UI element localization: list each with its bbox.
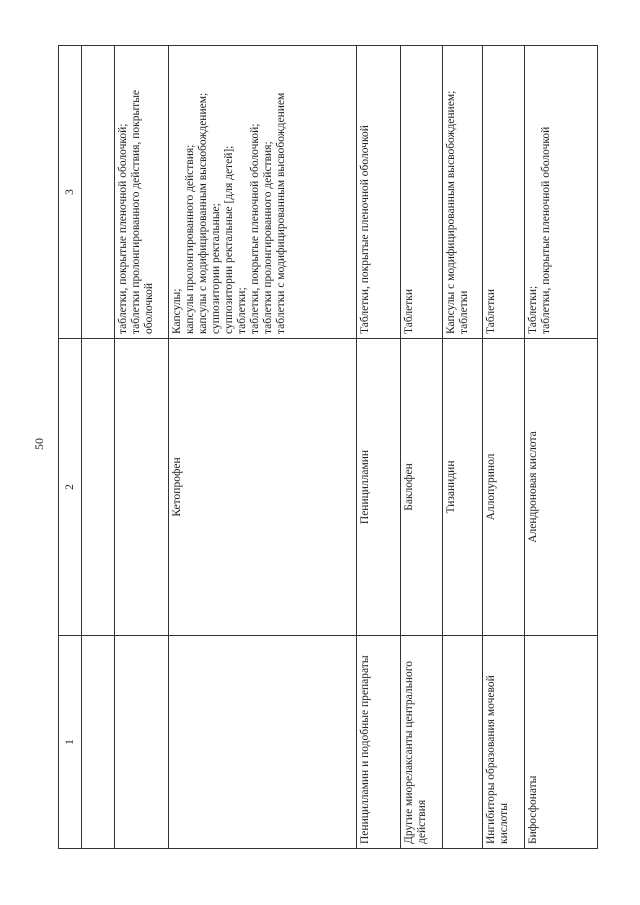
atc-group-cell bbox=[169, 636, 357, 849]
header-col-3: 3 bbox=[59, 46, 82, 339]
rotated-table-wrapper bbox=[58, 49, 598, 849]
table-row bbox=[443, 46, 483, 849]
atc-group-cell: Бифосфонаты bbox=[525, 636, 598, 849]
substance-cell: Пеницилламин bbox=[357, 339, 401, 636]
forms-cell: Таблетки; таблетки, покрытые пленочной оболочкой bbox=[525, 46, 598, 339]
table-row bbox=[483, 46, 525, 849]
forms-cell: Таблетки, покрытые пленочной оболочкой bbox=[357, 46, 401, 339]
atc-group-cell: Другие миорелаксанты центрального действия bbox=[401, 636, 443, 849]
substance-cell: Кетопрофен bbox=[169, 339, 357, 636]
atc-group-cell bbox=[115, 636, 169, 849]
forms-cell: таблетки, покрытые пленочной оболочкой; таблетки пролонгированного действия, покрытые оболочкой bbox=[115, 46, 169, 339]
forms-cell: Капсулы с модифицированным высвобождением; таблетки bbox=[443, 46, 483, 339]
header-col-2: 2 bbox=[59, 339, 82, 636]
page-number: 50 bbox=[32, 438, 46, 450]
table-row bbox=[357, 46, 401, 849]
forms-cell: Капсулы; капсулы пролонгированного действия; капсулы с модифицированным высвобождением; суппозитории ректальные; суппозитории ректальные [для детей]; таблетки; таблетки, покрытые пленочной оболочкой; таблетки пролонгированного действия; таблетки с модифицированным высвобождением bbox=[169, 46, 357, 339]
table-row bbox=[525, 46, 598, 849]
table-row bbox=[401, 46, 443, 849]
substance-cell: Аллопуринол bbox=[483, 339, 525, 636]
substance-cell: Алендроновая кислота bbox=[525, 339, 598, 636]
forms-cell: Таблетки bbox=[401, 46, 443, 339]
header-col-1: 1 bbox=[59, 636, 82, 849]
table-row bbox=[169, 46, 357, 849]
atc-group-cell: Пеницилламин и подобные препараты bbox=[357, 636, 401, 849]
table-row bbox=[115, 46, 169, 849]
substance-cell: Баклофен bbox=[401, 339, 443, 636]
header-row bbox=[59, 46, 82, 849]
substance-cell: Тизанидин bbox=[443, 339, 483, 636]
substance-cell bbox=[115, 339, 169, 636]
forms-cell: Таблетки bbox=[483, 46, 525, 339]
spacer-row bbox=[82, 46, 115, 849]
atc-group-cell bbox=[443, 636, 483, 849]
drug-table bbox=[58, 45, 598, 849]
atc-group-cell: Ингибиторы образования мочевой кислоты bbox=[483, 636, 525, 849]
